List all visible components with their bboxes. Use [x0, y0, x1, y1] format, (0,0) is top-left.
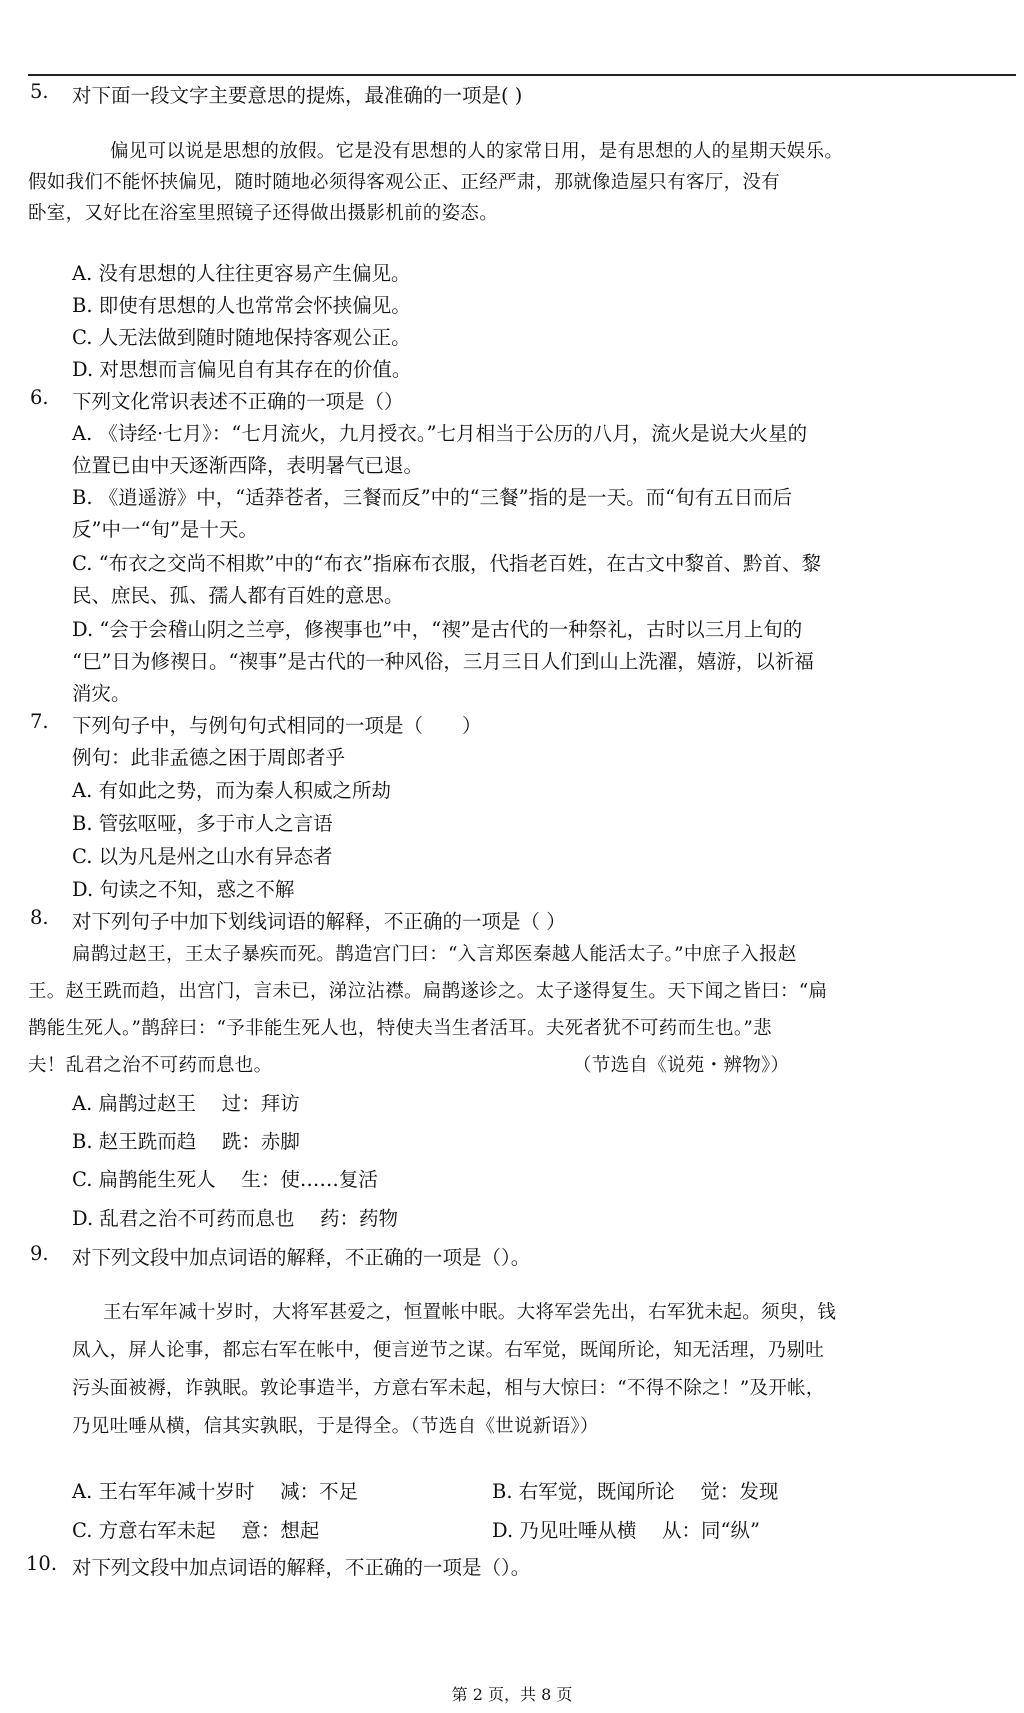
passage-line: 乃见吐唾从横，信其实孰眠，于是得全。（节选自《世说新语》） [72, 1416, 599, 1437]
passage-line: 扁鹊过赵王，王太子暴疾而死。鹊造宫门曰：“入言郑医秦越人能活太子。”中庶子入报赵 [72, 944, 797, 965]
question-5-stem: 对下面一段文字主要意思的提炼，最准确的一项是( ) [72, 84, 523, 107]
question-6-option-d: D. “会于会稽山阴之兰亭，修禊事也”中，“禊”是古代的一种祭礼，古时以三月上旬的 [72, 618, 803, 641]
question-5-option-c: C. 人无法做到随时随地保持客观公正。 [72, 326, 411, 349]
question-5-option-d: D. 对思想而言偏见自有其存在的价值。 [72, 358, 412, 381]
question-6-option-a: A. 《诗经·七月》：“七月流火，九月授衣。”七月相当于公历的八月，流火是说大火星的 [72, 422, 808, 445]
question-6-option-d-cont: “巳”日为修禊日。“禊事”是古代的一种风俗，三月三日人们到山上洗濯，嬉游，以祈福 [72, 650, 814, 673]
question-10-stem: 对下列文段中加点词语的解释，不正确的一项是（）。 [72, 1556, 531, 1579]
question-7-number: 7. [30, 710, 49, 733]
question-9-option-b: B. 右军觉，既闻所论 觉：发现 [492, 1480, 779, 1503]
question-7-example: 例句：此非孟德之困于周郎者乎 [72, 746, 346, 769]
question-6-option-c-cont: 民、庶民、孤、孺人都有百姓的意思。 [72, 584, 404, 607]
passage-line: 鹊能生死人。”鹊辞曰：“予非能生死人也，特使夫当生者活耳。夫死者犹不可药而生也。”悲 [28, 1018, 772, 1039]
question-7-option-a: A. 有如此之势，而为秦人积威之所劫 [72, 779, 391, 802]
passage-line: 污头面被褥，诈孰眠。敦论事造半，方意右军未起，相与大惊曰：“不得不除之！”及开帐， [72, 1378, 825, 1399]
passage-line: 凤入，屏人论事，都忘右军在帐中，便言逆节之谋。右军觉，既闻所论，知无活理，乃剔吐 [72, 1340, 825, 1361]
question-8-option-b: B. 赵王跣而趋 跣：赤脚 [72, 1130, 300, 1153]
question-10-number: 10. [26, 1552, 58, 1575]
question-7-option-d: D. 句读之不知，惑之不解 [72, 878, 295, 901]
question-7-option-c: C. 以为凡是州之山水有异态者 [72, 845, 333, 868]
question-7-stem: 下列句子中，与例句句式相同的一项是（ ） [72, 714, 482, 737]
question-6-option-d-cont: 消灾。 [72, 682, 131, 705]
question-8-stem: 对下列句子中加下划线词语的解释，不正确的一项是（ ） [72, 910, 566, 933]
question-9-option-c: C. 方意右军未起 意：想起 [72, 1519, 320, 1542]
question-5-option-a: A. 没有思想的人往往更容易产生偏见。 [72, 262, 411, 285]
question-6-number: 6. [30, 386, 49, 409]
question-6-stem: 下列文化常识表述不正确的一项是（） [72, 390, 404, 413]
passage-line: 偏见可以说是思想的放假。它是没有思想的人的家常日用，是有思想的人的星期天娱乐。 [110, 141, 844, 162]
question-9-number: 9. [30, 1242, 49, 1265]
question-9-option-a: A. 王右军年减十岁时 减：不足 [72, 1480, 359, 1503]
passage-line: 卧室，又好比在浴室里照镜子还得做出摄影机前的姿态。 [28, 203, 499, 224]
question-6-option-c: C. “布衣之交尚不相欺”中的“布衣”指麻布衣服，代指老百姓，在古文中黎首、黔首、黎 [72, 552, 821, 575]
question-5-option-b: B. 即使有思想的人也常常会怀挟偏见。 [72, 294, 411, 317]
passage-source: （节选自《说苑・辨物》） [573, 1055, 790, 1076]
question-9-option-d: D. 乃见吐唾从横 从：同“纵” [492, 1519, 760, 1542]
question-9-stem: 对下列文段中加点词语的解释，不正确的一项是（）。 [72, 1246, 531, 1269]
question-8-option-d: D. 乱君之治不可药而息也 药：药物 [72, 1207, 399, 1230]
question-8-number: 8. [30, 906, 49, 929]
question-7-option-b: B. 管弦呕哑，多于市人之言语 [72, 812, 333, 835]
passage-line: 夫！乱君之治不可药而息也。 [28, 1055, 273, 1076]
header-rule [28, 74, 1016, 76]
question-8-option-a: A. 扁鹊过赵王 过：拜访 [72, 1092, 300, 1115]
page-footer: 第 2 页，共 8 页 [451, 1685, 573, 1704]
question-6-option-b-cont: 反”中一“旬”是十天。 [72, 518, 258, 541]
question-8-option-c: C. 扁鹊能生死人 生：使……复活 [72, 1168, 378, 1191]
question-5-number: 5. [30, 80, 49, 103]
passage-line: 假如我们不能怀挟偏见，随时随地必须得客观公正、正经严肃，那就像造屋只有客厅，没有 [28, 172, 781, 193]
question-6-option-b: B. 《逍遥游》中，“适莽苍者，三餐而反”中的“三餐”指的是一天。而“旬有五日而后 [72, 486, 793, 509]
passage-line: 王右军年减十岁时，大将军甚爱之，恒置帐中眠。大将军尝先出，右军犹未起。须臾，钱 [103, 1302, 837, 1323]
question-6-option-a-cont: 位置已由中天逐渐西降，表明暑气已退。 [72, 454, 424, 477]
passage-line: 王。赵王跣而趋，出宫门，言未已，涕泣沾襟。扁鹊遂诊之。太子遂得复生。天下闻之皆曰：“扁 [28, 981, 828, 1002]
